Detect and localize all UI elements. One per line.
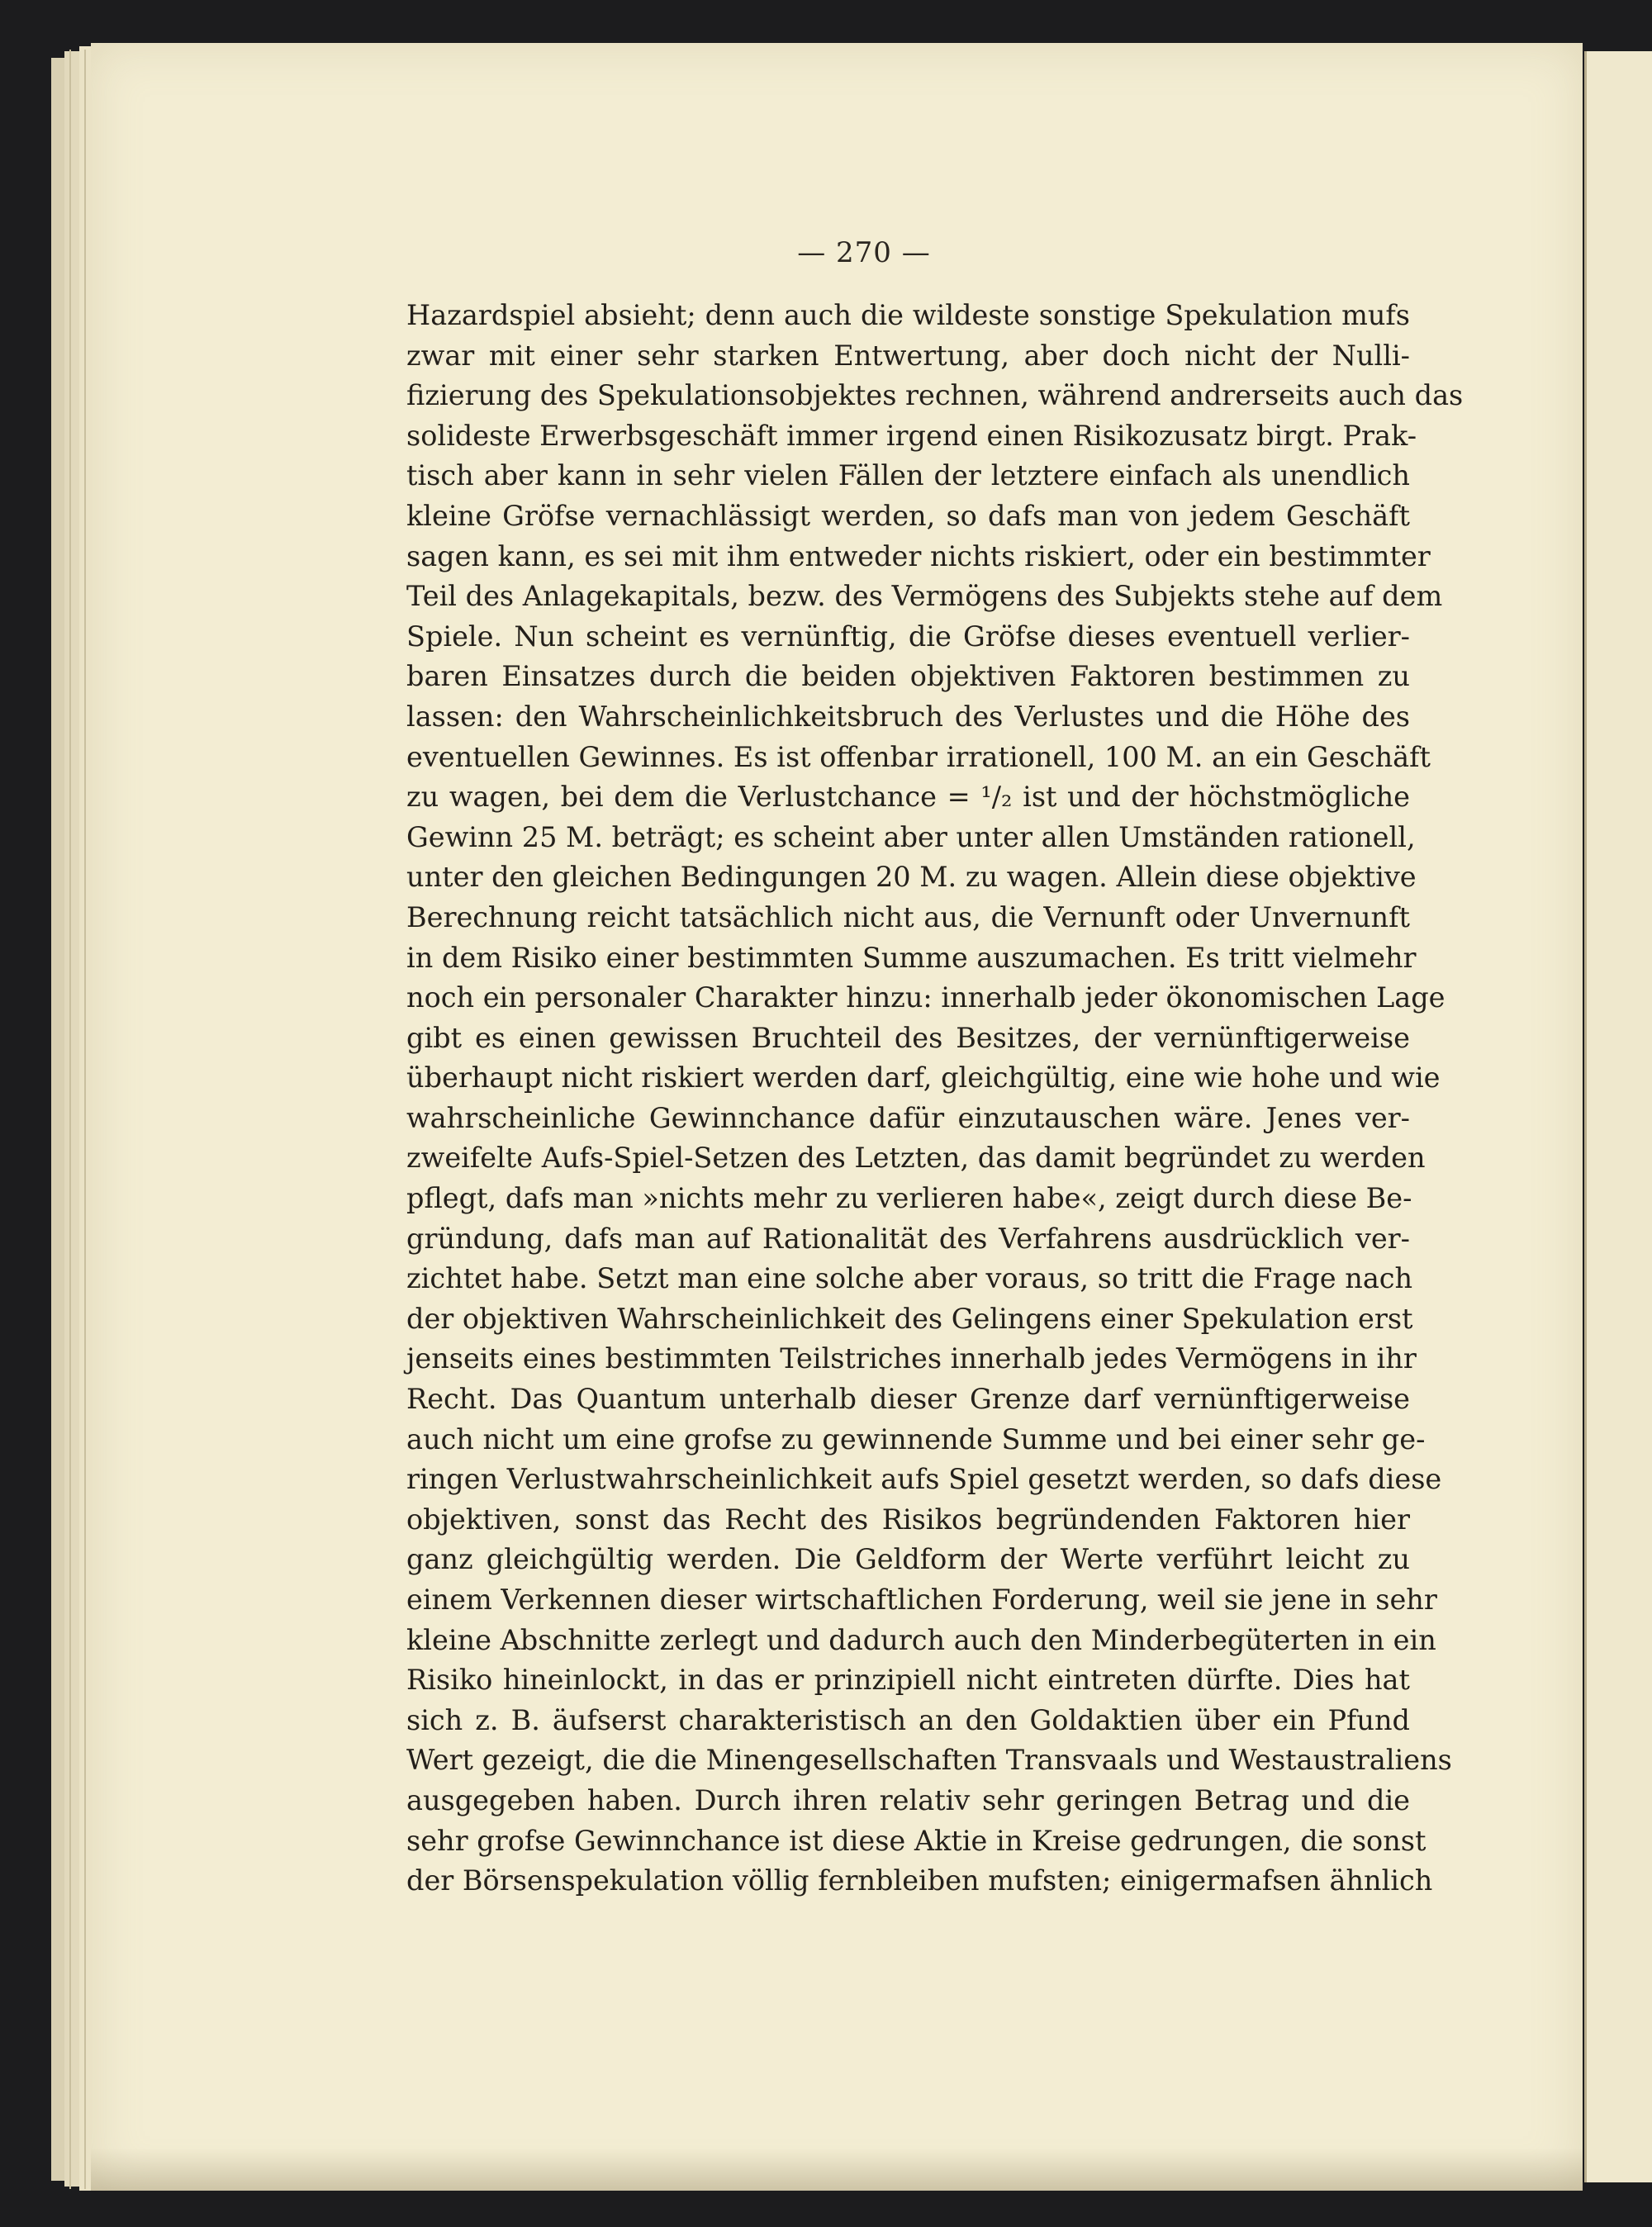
text-line: lassen: den Wahrscheinlichkeitsbruch des Verlustes und die Höhe des — [406, 700, 1410, 733]
text-line: noch ein personaler Charakter hinzu: innerhalb jeder ökonomischen Lage — [406, 981, 1446, 1014]
text-line: eventuellen Gewinnes. Es ist offenbar irrationell, 100 M. an ein Geschäft — [406, 740, 1431, 773]
text-line: zweifelte Aufs-Spiel-Setzen des Letzten, das damit begründet zu werden — [406, 1142, 1426, 1175]
text-line: tisch aber kann in sehr vielen Fällen der letztere einfach als unendlich — [406, 459, 1410, 492]
page-stack-line — [69, 50, 71, 2189]
text-line: zichtet habe. Setzt man eine solche aber voraus, so tritt die Frage nach — [406, 1262, 1413, 1295]
text-line: sehr grofse Gewinnchance ist diese Aktie in Kreise gedrungen, die sonst — [406, 1824, 1427, 1857]
text-line: Wert gezeigt, die die Minengesellschaften Transvaals und Westaustraliens — [406, 1744, 1452, 1777]
text-line: Teil des Anlagekapitals, bezw. des Vermögens des Subjekts stehe auf dem — [406, 580, 1443, 613]
text-line: auch nicht um eine grofse zu gewinnende Summe und bei einer sehr ge- — [406, 1422, 1426, 1455]
text-line: wahrscheinliche Gewinnchance dafür einzutauschen wäre. Jenes ver- — [406, 1101, 1410, 1134]
body-text — [406, 296, 1464, 1902]
text-line: einem Verkennen dieser wirtschaftlichen Forderung, weil sie jene in sehr — [406, 1584, 1437, 1616]
text-line: unter den gleichen Bedingungen 20 M. zu wagen. Allein diese objektive — [406, 861, 1417, 894]
text-line: fizierung des Spekulationsobjektes rechnen, während andrerseits auch das — [406, 379, 1464, 412]
text-line: sich z. B. äufserst charakteristisch an den Goldaktien über ein Pfund — [406, 1703, 1410, 1736]
text-line: gründung, dafs man auf Rationalität des Verfahrens ausdrücklich ver- — [406, 1222, 1410, 1255]
text-line: solideste Erwerbsgeschäft immer irgend einen Risikozusatz birgt. Prak- — [406, 419, 1417, 452]
text-line: baren Einsatzes durch die beiden objektiven Faktoren bestimmen zu — [406, 660, 1410, 693]
text-line: Recht. Das Quantum unterhalb dieser Grenze darf vernünftigerweise — [406, 1383, 1410, 1416]
text-line: Gewinn 25 M. beträgt; es scheint aber unter allen Umständen rationell, — [406, 820, 1416, 853]
text-line: jenseits eines bestimmten Teilstriches innerhalb jedes Vermögens in ihr — [406, 1342, 1417, 1375]
text-line: Berechnung reicht tatsächlich nicht aus, die Vernunft oder Unvernunft — [406, 900, 1410, 933]
page-number: — 270 — — [797, 236, 931, 269]
text-line: pflegt, dafs man »nichts mehr zu verlieren habe«, zeigt durch diese Be- — [406, 1182, 1412, 1215]
text-line: in dem Risiko einer bestimmten Summe auszumachen. Es tritt vielmehr — [406, 941, 1417, 974]
facing-page-edge — [1584, 51, 1652, 2182]
text-line: ganz gleichgültig werden. Die Geldform der Werte verführt leicht zu — [406, 1543, 1410, 1576]
text-line: ausgegeben haben. Durch ihren relativ sehr geringen Betrag und die — [406, 1783, 1410, 1816]
text-line: sagen kann, es sei mit ihm entweder nichts riskiert, oder ein bestimmter — [406, 539, 1431, 572]
text-line: objektiven, sonst das Recht des Risikos begründenden Faktoren hier — [406, 1503, 1410, 1536]
page-stack-line — [84, 50, 86, 2189]
text-line: der objektiven Wahrscheinlichkeit des Gelingens einer Spekulation erst — [406, 1302, 1413, 1335]
text-line: kleine Gröfse vernachlässigt werden, so dafs man von jedem Geschäft — [406, 499, 1410, 532]
text-line: zu wagen, bei dem die Verlustchance = ¹/₂ ist und der höchstmögliche — [406, 781, 1410, 814]
text-line: gibt es einen gewissen Bruchteil des Besitzes, der vernünftigerweise — [406, 1021, 1410, 1054]
text-line: kleine Abschnitte zerlegt und dadurch auch den Minderbegüterten in ein — [406, 1623, 1436, 1656]
page-bottom-shadow — [91, 2148, 1583, 2191]
text-line: zwar mit einer sehr starken Entwertung, aber doch nicht der Nulli- — [406, 339, 1410, 372]
text-line: ringen Verlustwahrscheinlichkeit aufs Spiel gesetzt werden, so dafs diese — [406, 1463, 1442, 1496]
text-line: überhaupt nicht riskiert werden darf, gleichgültig, eine wie hohe und wie — [406, 1061, 1441, 1095]
text-line: Spiele. Nun scheint es vernünftig, die Gröfse dieses eventuell verlier- — [406, 620, 1410, 653]
text-line: Risiko hineinlockt, in das er prinzipiell nicht eintreten dürfte. Dies hat — [406, 1664, 1410, 1697]
text-line: Hazardspiel absieht; denn auch die wildeste sonstige Spekulation mufs — [406, 299, 1410, 331]
text-line: der Börsenspekulation völlig fernbleiben mufsten; einigermafsen ähnlich — [406, 1864, 1433, 1897]
